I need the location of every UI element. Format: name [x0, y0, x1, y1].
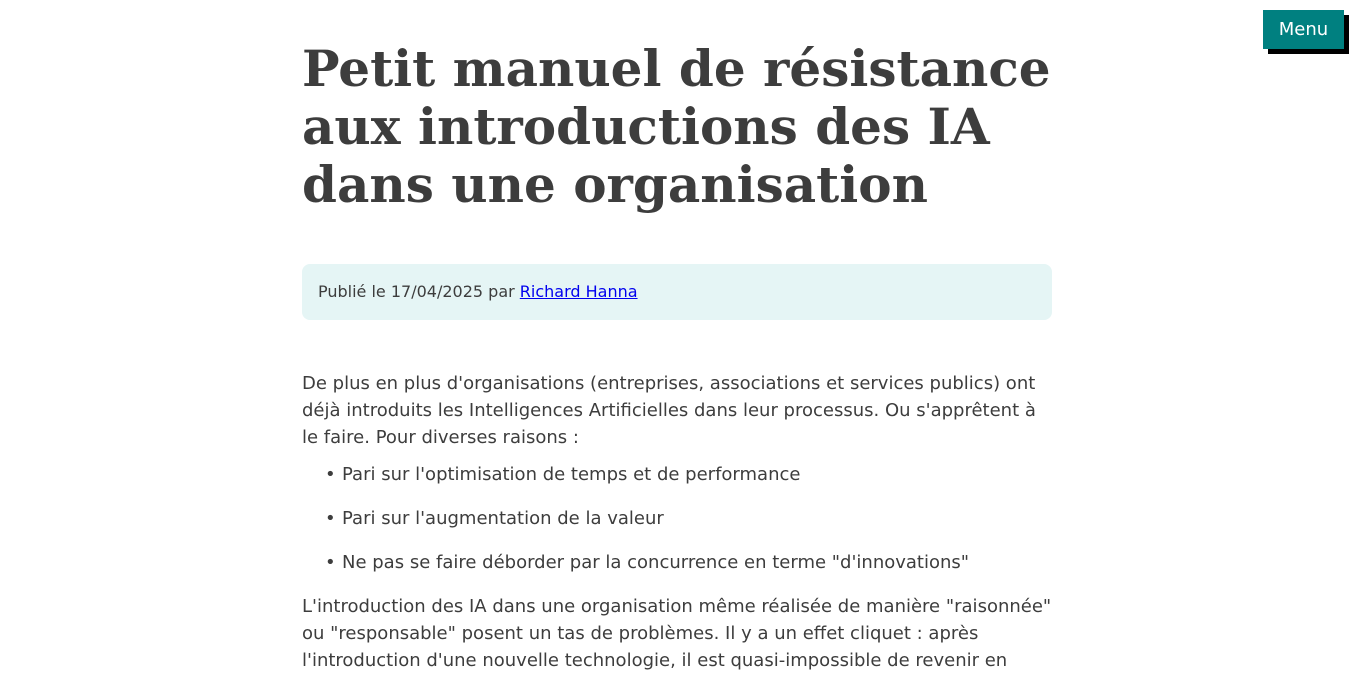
publication-info [302, 264, 1052, 320]
menu-button-wrapper [1263, 10, 1344, 49]
bullet-icon: • [325, 552, 336, 573]
menu-button[interactable]: Menu [1263, 10, 1344, 49]
second-paragraph: L'introduction des IA dans une organisation même réalisée de manière "raisonnée" ou "responsable" posent un tas de problèmes. Il y a un effet cliquet : après l'introduction d'une nouvelle technologie, il est quasi-impossible de revenir en [302, 596, 1052, 671]
article-body [302, 370, 1052, 674]
list-item: • Pari sur l'augmentation de la valeur [342, 505, 1052, 549]
published-date: Publié le 17/04/2025 par [318, 282, 520, 301]
intro-paragraph: De plus en plus d'organisations (entreprises, associations et services publics) ont déjà introduits les Intelligences Artificielles dans leur processus. Ou s'apprêtent à le faire. Pour diverses raisons : [302, 373, 1036, 448]
article [302, 0, 1052, 674]
page-title: Petit manuel de résistance aux introductions des IA dans une organisation [302, 39, 1051, 214]
bullet-icon: • [325, 508, 336, 529]
author-link[interactable]: Richard Hanna [519, 282, 638, 301]
bullet-icon: • [325, 464, 336, 485]
list-item: • Pari sur l'optimisation de temps et de performance [342, 461, 1052, 505]
reasons-list [302, 461, 1052, 593]
list-item: • Ne pas se faire déborder par la concurrence en terme "d'innovations" [342, 549, 1052, 593]
